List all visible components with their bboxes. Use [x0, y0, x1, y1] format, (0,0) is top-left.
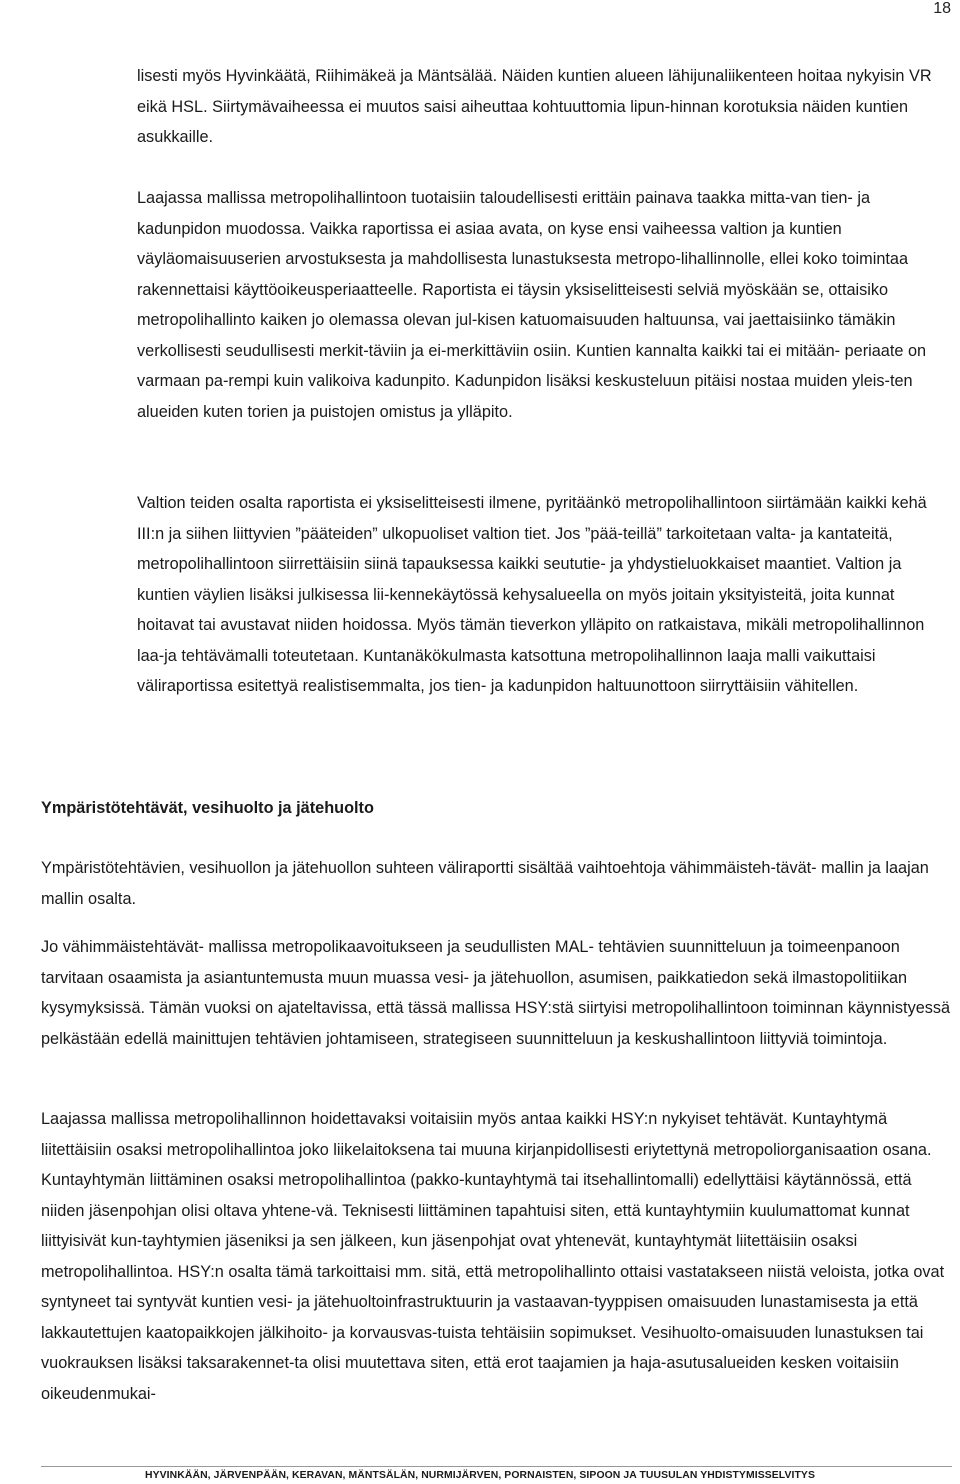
paragraph-5	[41, 932, 953, 1054]
indented-paragraph-2	[137, 183, 952, 427]
paragraph-text: lisesti myös Hyvinkäätä, Riihimäkeä ja Mäntsälää. Näiden kuntien alueen lähijunaliikenteen hoitaa nykyisin VR eikä HSL. Siirtymävaiheessa ei muutos saisi aiheuttaa kohtuuttomia lipun-hinnan korotuksia näiden kuntien asukkaille.	[137, 67, 932, 146]
page-number: 18	[933, 0, 951, 17]
paragraph-text: Ympäristötehtävien, vesihuollon ja jätehuollon suhteen väliraportti sisältää vaihtoehtoja vähimmäisteh-tävät- mallin ja laajan mallin osalta.	[41, 859, 929, 908]
indented-paragraph-3	[137, 488, 952, 702]
footer-rule	[41, 1466, 952, 1467]
page-footer: HYVINKÄÄN, JÄRVENPÄÄN, KERAVAN, MÄNTSÄLÄN, NURMIJÄRVEN, PORNAISTEN, SIPOON JA TUUSULAN YHDISTYMISSELVITYS	[145, 1470, 815, 1481]
paragraph-4	[41, 853, 953, 914]
paragraph-text: Laajassa mallissa metropolihallintoon tuotaisiin taloudellisesti erittäin painava taakka mitta-van tien- ja kadunpidon muodossa. Vaikka raportissa ei asiaa avata, on kyse ensi vaiheessa valtion ja kuntien väyläomaisuuserien arvostuksesta ja mahdollisesta lunastuksesta metropo-lihallinnolle, ellei koko toimintaa rakennettaisi käyttöoikeusperiaatteelle. Raportista ei täysin yksiselitteisesti selviä myöskään se, ottaisiko metropolihallinto kaiken jo olemassa olevan jul-kisen katuomaisuuden haltuunsa, vai jaettaisiinko tämäkin verkollisesti seudullisesti merkit-täviin ja ei-merkittäviin osiin. Kuntien kannalta kaikki tai ei mitään- periaate on varmaan pa-rempi kuin valikoiva kadunpito. Kadunpidon lisäksi keskusteluun pitäisi nostaa muiden yleis-ten alueiden kuten torien ja puistojen omistus ja ylläpito.	[137, 189, 927, 421]
paragraph-text: Jo vähimmäistehtävät- mallissa metropolikaavoitukseen ja seudullisten MAL- tehtävien suunnitteluun ja toimeenpanoon tarvitaan osaamista ja asiantuntemusta muun muassa vesi- ja jätehuollon, asumisen, paikkatiedon sekä ilmastopolitiikan kysymyksissä. Tämän vuoksi on ajateltavissa, että tässä mallissa HSY:stä siirtyisi metropolihallintoon toiminnan käynnistyessä pelkästään edellä mainittujen tehtävien johtamiseen, strategiseen suunnitteluun ja keskushallintoon liittyviä toimintoja.	[41, 938, 951, 1048]
paragraph-6	[41, 1104, 953, 1409]
paragraph-text: Valtion teiden osalta raportista ei yksiselitteisesti ilmene, pyritäänkö metropolihallintoon siirtämään kaikki kehä III:n ja siihen liittyvien ”pääteiden” ulkopuoliset valtion tiet. Jos ”pää-teillä” tarkoitetaan valta- ja kantateitä, metropolihallintoon siirrettäisiin siinä tapauksessa kaikki seututie- ja yhdystieluokkaiset maantiet. Valtion ja kuntien väylien lisäksi julkisessa lii-kennekäytössä kehysalueella on myös joitain yksityisteitä, joita kunnat hoitavat tai avustavat niiden hoidossa. Myös tämän tieverkon ylläpito on ratkaistava, mikäli metropolihallinnon laa-ja tehtävämalli toteutetaan. Kuntanäkökulmasta katsottuna metropolihallinnon laaja malli vaikuttaisi väliraportissa esitettyä realistisemmalta, jos tien- ja kadunpidon haltuunottoon siirryttäisiin vähitellen.	[137, 494, 927, 695]
indented-paragraph-1	[137, 61, 952, 153]
section-heading: Ympäristötehtävät, vesihuolto ja jätehuolto	[41, 799, 374, 817]
paragraph-text: Laajassa mallissa metropolihallinnon hoidettavaksi voitaisiin myös antaa kaikki HSY:n nykyiset tehtävät. Kuntayhtymä liitettäisiin osaksi metropolihallintoa joko liikelaitoksena tai muuna kirjanpidollisesti eriytettynä metropoliorganisaation osana. Kuntayhtymän liittäminen osaksi metropolihallintoa (pakko-kuntayhtymä tai itsehallintomalli) edellyttäisi käytännössä, että niiden jäsenpohjan olisi oltava yhtene-vä. Teknisesti liittäminen tapahtuisi siten, että kuntayhtymiin kuulumattomat kunnat liittyisivät kun-tayhtymien jäseniksi ja sen jälkeen, kun jäsenpohjat ovat yhtenevät, kuntayhtymät liitettäisiin osaksi metropolihallintoa. HSY:n osalta tämä tarkoittaisi mm. sitä, että metropolihallinto ottaisi vastatakseen niistä veloista, jotka ovat syntyneet tai syntyvät kuntien vesi- ja jätehuoltoinfrastruktuurin ja vastaavan-tyyppisen omaisuuden lunastamisesta ja että lakkautettujen kaatopaikkojen jälkihoito- ja korvausvas-tuista tehtäisiin sopimukset. Vesihuolto-omaisuuden lunastuksen tai vuokrauksen lisäksi taksarakennet-ta olisi muutettava siten, että erot taajamien ja haja-asutusalueiden kesken voitaisiin oikeudenmukai-	[41, 1110, 945, 1403]
